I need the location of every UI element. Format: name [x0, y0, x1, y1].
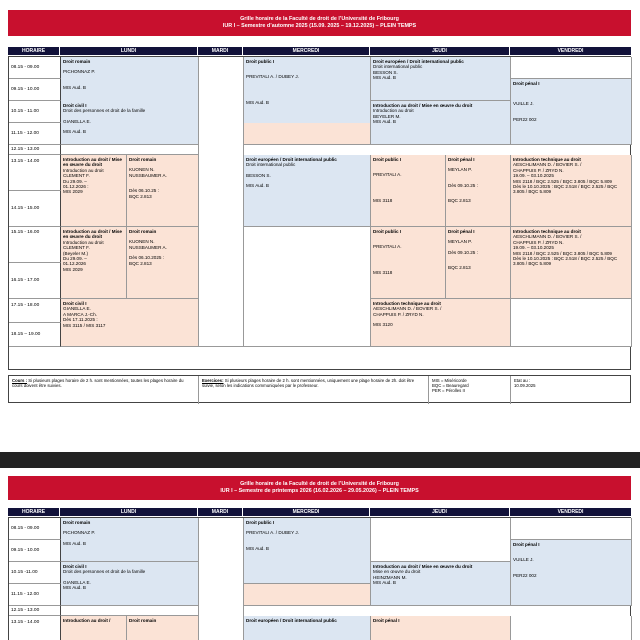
course-droit-romain-ex[interactable]: [127, 616, 199, 640]
autumn-footer: [8, 375, 631, 403]
course-teacher: A MARCA J.-Ch.: [63, 311, 97, 317]
empty-slot: [511, 518, 632, 540]
empty-slot: [244, 123, 371, 145]
course-dates: 01.12.2026: [63, 261, 86, 267]
time-slot: 18.15 – 19.00: [9, 323, 61, 347]
course-teacher: PREVITALI A. / DUBEY J.: [246, 530, 299, 536]
header-mardi: MARDI: [198, 47, 243, 55]
time-slot: 16.15 - 17.00: [9, 263, 61, 299]
course-teacher: CLEMENT F.: [63, 245, 90, 251]
course-title: Introduction technique au droit: [373, 301, 441, 306]
course-room: BQC 2.813: [129, 193, 152, 199]
course-droit-europeen[interactable]: [244, 155, 371, 227]
spring-title-1: Grille horaire de la Faculté de droit de l’Université de Fribourg: [240, 481, 399, 487]
footer-etat: Etat au : 10.09.2025: [514, 378, 536, 388]
empty-slot: [511, 57, 632, 79]
course-droit-europeen[interactable]: [244, 616, 371, 640]
course-room: MIS 3120: [373, 322, 393, 328]
time-slot: 17.15 - 18.00: [9, 299, 61, 323]
course-title: Introduction technique au droit: [513, 157, 581, 162]
course-title: Droit public I: [246, 520, 275, 525]
course-title: Introduction au droit /: [63, 618, 111, 623]
course-droit-penal-ex[interactable]: [371, 616, 511, 640]
footer-cours: Cours : Si plusieurs plages horaire de 2 h. sont mentionnées, toutes les plages horaire du cours doivent être suivies.: [9, 376, 199, 404]
time-slot: 09.15 - 10.00: [9, 79, 61, 101]
course-title: Introduction au droit / Mise en œuvre du droit: [63, 157, 122, 168]
course-teacher: KUONEN N.: [129, 167, 155, 173]
time-slot: 08.15 - 09.00: [9, 518, 61, 540]
time-slot: 11.15 - 12.00: [9, 584, 61, 606]
course-dates: Dès 06.10.25 :: [129, 188, 159, 194]
course-teacher: MEYLAN P.: [448, 239, 472, 245]
course-droit-public-ex[interactable]: [371, 155, 446, 227]
course-room: MIS 3115 / MIS 3117: [63, 322, 106, 328]
course-dates: Du 29.09. –: [63, 256, 87, 262]
empty-slot: [511, 616, 632, 640]
course-title: Droit public I: [373, 157, 402, 162]
footer-exercices: Exercices: Si plusieurs plages horaire de 2 h. sont mentionnées, uniquement une plage horaire de 2h. doit être suivie, selon les indications communiquées par le professeur.: [199, 376, 429, 404]
course-room: PER22 002: [513, 572, 537, 578]
course-subtitle: Introduction au droit: [63, 239, 104, 245]
course-teacher: MEYLAN P.: [448, 167, 472, 173]
course-teacher: PICHONNAZ P.: [63, 69, 96, 75]
time-slot: 12.15 - 13.00: [9, 145, 61, 155]
time-slot: 15.15 - 16.00: [9, 227, 61, 263]
course-room: Dès le 10.10.2025 : BQC 2.518 / BQC 2.525 / BQC 3.805 / BQC 5.809: [513, 256, 618, 267]
course-title: Droit public I: [373, 229, 402, 234]
course-room: MIS Aud. B: [63, 129, 86, 135]
course-teacher: PREVITALI A. / DUBEY J.: [246, 74, 299, 80]
course-teacher: GIANELLA E.: [63, 118, 91, 124]
course-title: Introduction technique au droit: [513, 229, 581, 234]
time-slot: 11.15 - 12.00: [9, 123, 61, 145]
autumn-title-1: Grille horaire de la Faculté de droit de l’Université de Fribourg: [240, 16, 399, 22]
header-horaire: HORAIRE: [8, 47, 60, 55]
mardi-column: [199, 57, 244, 347]
header-jeudi: JEUDI: [370, 47, 510, 55]
course-intro-droit[interactable]: [61, 616, 127, 640]
course-droit-penal-ex-2[interactable]: [446, 227, 511, 299]
course-room: MIS 2118 / BQC 2.525 / BQC 3.805 / BQC 5.809: [513, 250, 612, 256]
course-teacher: (Beyeler M.): [63, 250, 89, 256]
course-subtitle: Mise en œuvre du droit: [373, 569, 421, 575]
autumn-banner: [8, 10, 631, 36]
course-title: Droit pénal I: [513, 81, 540, 86]
course-teacher: PICHONNAZ P.: [63, 530, 96, 536]
empty-slot: [511, 299, 632, 347]
course-droit-public[interactable]: [244, 518, 371, 584]
course-title: Droit pénal I: [448, 157, 475, 162]
course-droit-civil[interactable]: [61, 562, 199, 606]
course-intro-technique-2[interactable]: [511, 227, 632, 299]
course-droit-europeen-jeudi[interactable]: [371, 57, 511, 101]
empty-slot: [244, 584, 371, 606]
course-room: MIS 3118: [373, 269, 393, 275]
course-intro-droit-jeudi[interactable]: [371, 562, 511, 606]
course-intro-droit[interactable]: [61, 155, 127, 227]
course-dates: 01.12.2026 :: [63, 184, 89, 190]
course-teacher: PREVITALI A.: [373, 172, 402, 178]
course-room: BQC 2.813: [448, 198, 471, 204]
course-room: MIS 2029: [63, 266, 83, 272]
course-room: MIS Aud. B: [246, 545, 269, 551]
course-teacher: BEYELER M.: [373, 113, 401, 119]
course-teacher: GIANELLA E.: [63, 306, 91, 312]
course-subtitle: Introduction au droit: [63, 167, 104, 173]
header-mercredi: MERCREDI: [243, 508, 370, 516]
course-teacher: CHAPPUIS P. / ZRYD N.: [373, 311, 424, 317]
course-droit-romain-ex-2[interactable]: [127, 227, 199, 299]
course-teacher: CHAPPUIS P. / ZRYD N.: [513, 167, 564, 173]
spring-title-2: IUR I – Semestre de printemps 2026 (16.02.2026 – 29.05.2026) – PLEIN TEMPS: [220, 488, 419, 494]
time-slot: 13.15 - 14.00: [9, 155, 61, 191]
course-teacher: AESCHLIMANN D. / BOVIER S. /: [513, 162, 582, 168]
course-teacher: CLEMENT F.: [63, 173, 90, 179]
course-intro-droit-2[interactable]: [61, 227, 127, 299]
course-title: Introduction au droit / Mise en œuvre du droit: [373, 564, 473, 569]
course-title: Droit européen / Droit international public: [246, 157, 337, 162]
course-dates: Dès 06.10.2025 :: [129, 255, 164, 261]
course-room: MIS Aud. B: [63, 84, 86, 90]
course-title: Droit pénal I: [513, 542, 540, 547]
course-droit-romain[interactable]: [61, 518, 199, 562]
header-vendredi: VENDREDI: [557, 48, 584, 54]
course-intro-technique[interactable]: [511, 155, 632, 227]
course-subtitle: Droit international public: [246, 162, 296, 168]
spring-banner: [8, 476, 631, 500]
header-horaire: HORAIRE: [8, 508, 60, 516]
course-title: Droit pénal I: [373, 618, 400, 623]
course-room: MIS 3118: [373, 197, 393, 203]
course-title: Droit pénal I: [448, 229, 475, 234]
course-title: Droit européen / Droit international public: [246, 618, 337, 623]
course-teacher: VUILLE J.: [513, 557, 534, 563]
course-dates: Dès 17.11.2025 :: [63, 317, 98, 323]
course-teacher: VUILLE J.: [513, 101, 534, 107]
empty-slot: [61, 606, 199, 616]
course-teacher: CHAPPUIS P. / ZRYD N.: [513, 239, 564, 245]
page-separator: [0, 452, 640, 468]
time-slot: 14.15 - 15.00: [9, 191, 61, 227]
course-room: MIS 2118 / BQC 2.525 / BQC 3.805 / BQC 5.809: [513, 178, 612, 184]
course-room: MIS Aud. B: [246, 183, 269, 189]
course-teacher: HEINZMANN M.: [373, 574, 407, 580]
course-title: Droit romain: [63, 520, 91, 525]
autumn-schedule: [8, 10, 631, 410]
course-subtitle: Droit des personnes et droit de la famille: [63, 108, 146, 114]
course-title: Droit romain: [63, 59, 91, 64]
course-room: PER22 002: [513, 116, 537, 122]
course-title: Droit civil I: [63, 103, 87, 108]
course-teacher: PREVITALI A.: [373, 244, 402, 250]
empty-slot: [371, 518, 511, 562]
course-intro-technique-jeudi[interactable]: [371, 299, 511, 347]
course-teacher: GIANELLA E.: [63, 579, 91, 585]
course-room: MIS Aud. B: [63, 585, 86, 591]
header-vendredi: VENDREDI: [557, 509, 584, 515]
course-room: MIS 2029: [63, 189, 83, 195]
course-teacher: BESSON S.: [373, 69, 398, 75]
course-room: MIS Aud. B: [373, 75, 396, 81]
course-subtitle: Droit des personnes et droit de la famille: [63, 569, 146, 575]
time-slot: 12.15 - 13.00: [9, 606, 61, 616]
course-dates: 19.09. – 03.10.2025: [513, 173, 554, 179]
course-dates: Dès 09.10.25 :: [448, 249, 478, 255]
course-droit-penal-ex[interactable]: [446, 155, 511, 227]
course-title: Droit romain: [129, 157, 157, 162]
time-slot: 10.15 - 11.00: [9, 101, 61, 123]
footer-abbreviations: MIS = Miséricorde BQC = Beauregard PER = Pérolles II: [429, 376, 511, 404]
course-room: MIS Aud. B: [63, 540, 86, 546]
course-droit-public-ex-2[interactable]: [371, 227, 446, 299]
course-title: Droit romain: [129, 229, 157, 234]
course-title: Droit romain: [129, 618, 157, 623]
course-room: MIS Aud. B: [373, 119, 396, 125]
course-teacher: NUSSBAUMER A.: [129, 244, 167, 250]
course-title: Introduction au droit / Mise en œuvre du droit: [373, 103, 473, 108]
time-slot: 09.15 - 10.00: [9, 540, 61, 562]
course-dates: Dès 09.10.25 :: [448, 182, 478, 188]
course-teacher: BESSON S.: [246, 172, 271, 178]
spring-grid: [8, 517, 631, 640]
time-slot: 08.15 - 09.00: [9, 57, 61, 79]
course-title: Droit civil I: [63, 564, 87, 569]
course-dates: Du 29.09. –: [63, 178, 87, 184]
course-room: MIS Aud. B: [373, 580, 396, 586]
course-teacher: AESCHLIMANN D. / BOVIER S. /: [373, 306, 442, 312]
mardi-column: [199, 518, 244, 640]
header-lundi: LUNDI: [60, 508, 198, 516]
course-room: Dès le 10.10.2025 : BQC 2.518 / BQC 2.525 / BQC 3.805 / BQC 5.809: [513, 184, 618, 195]
autumn-grid: [8, 56, 631, 370]
course-title: Droit européen / Droit international public: [373, 59, 464, 64]
header-mercredi: MERCREDI: [243, 47, 370, 55]
course-droit-civil-ex[interactable]: [61, 299, 199, 347]
course-droit-civil[interactable]: [61, 101, 199, 145]
course-title: Droit civil I: [63, 301, 87, 306]
time-slot: 13.15 - 14.00: [9, 616, 61, 640]
empty-slot: [61, 145, 199, 155]
header-mardi: MARDI: [198, 508, 243, 516]
course-teacher: AESCHLIMANN D. / BOVIER S. /: [513, 234, 582, 240]
course-droit-romain-ex[interactable]: [127, 155, 199, 227]
course-title: Introduction au droit / Mise en œuvre du droit: [63, 229, 122, 240]
time-slot: 10.15 -11.00: [9, 562, 61, 584]
spring-schedule: [8, 476, 631, 640]
autumn-header-row: [8, 47, 631, 55]
course-room: BQC 2.813: [448, 265, 471, 271]
course-teacher: KUONEN N.: [129, 239, 155, 245]
course-title: Droit public I: [246, 59, 275, 64]
course-teacher: NUSSBAUMER A.: [129, 172, 167, 178]
course-droit-penal[interactable]: [511, 79, 632, 145]
course-intro-droit-jeudi[interactable]: [371, 101, 511, 145]
spring-header-row: [8, 508, 631, 516]
autumn-title-2: IUR I – Semestre d’automne 2025 (15.09. 2025 – 19.12.2025) – PLEIN TEMPS: [222, 23, 417, 29]
course-subtitle: Introduction au droit: [373, 108, 414, 114]
course-dates: 19.09. – 03.10.2025: [513, 245, 554, 251]
header-lundi: LUNDI: [60, 47, 198, 55]
course-subtitle: Droit international public: [373, 64, 423, 70]
empty-slot: [244, 227, 371, 347]
course-room: MIS Aud. B: [246, 99, 269, 105]
course-room: BQC 2.813: [129, 260, 152, 266]
header-jeudi: JEUDI: [370, 508, 510, 516]
course-droit-penal[interactable]: [511, 540, 632, 606]
